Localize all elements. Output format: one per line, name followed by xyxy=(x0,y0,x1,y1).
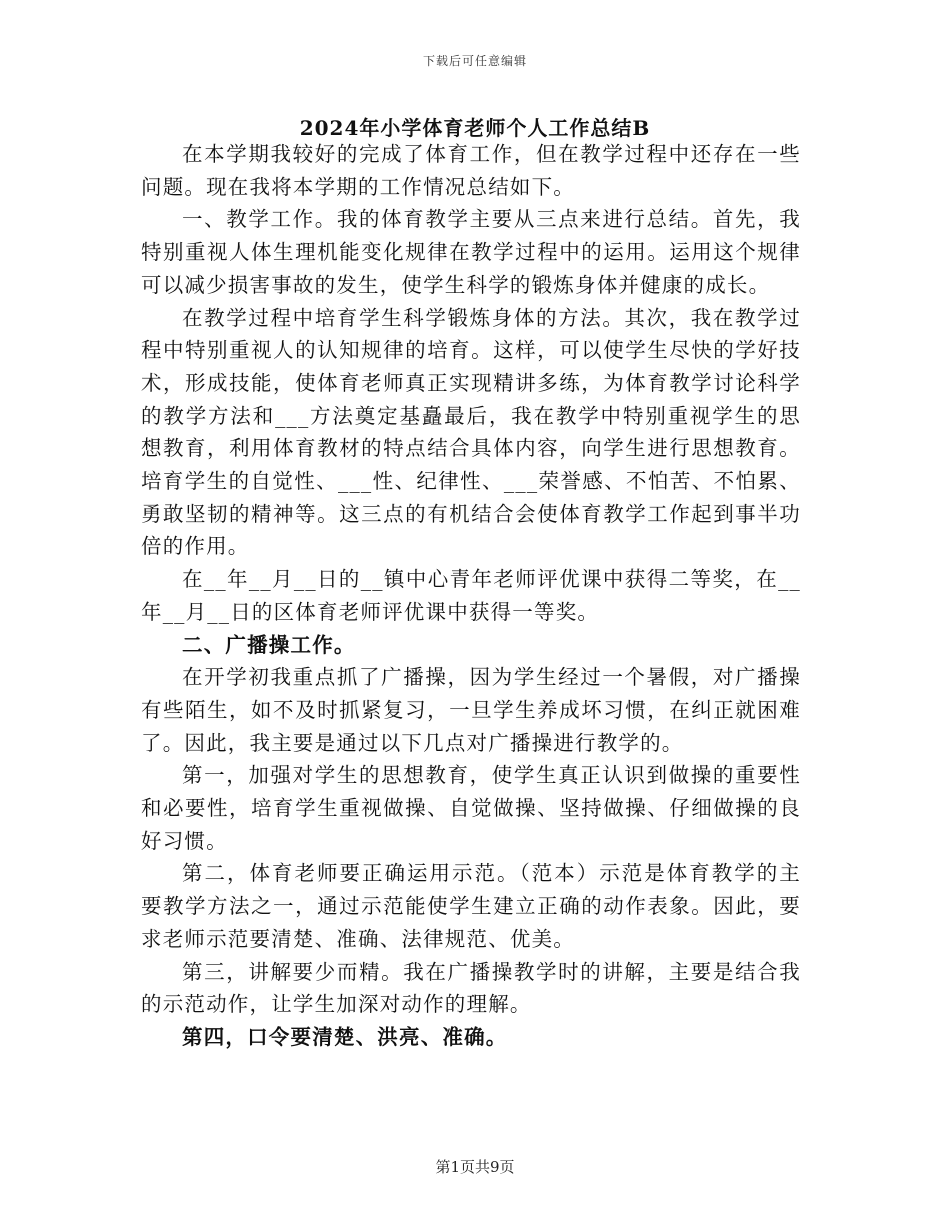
page-number-footer: 第1页共9页 xyxy=(435,1158,515,1176)
paragraph-broadcast-intro: 在开学初我重点抓了广播操，因为学生经过一个暑假，对广播操有些陌生，如不及时抓紧复习，一旦学生养成坏习惯，在纠正就困难了。因此，我主要是通过以下几点对广播操进行教学的。 xyxy=(141,665,801,755)
paragraph-point-four: 第四，口令要清楚、洪亮、准确。 xyxy=(182,1024,508,1049)
paragraph-point-one: 第一，加强对学生的思想教育，使学生真正认识到做操的重要性和必要性，培育学生重视做操、自觉做操、坚持做操、仔细做操的良好习惯。 xyxy=(141,763,801,853)
paragraph-point-three: 第三，讲解要少而精。我在广播操教学时的讲解，主要是结合我的示范动作，让学生加深对动作的理解。 xyxy=(141,959,801,1017)
document-title: 2024年小学体育老师个人工作总结B xyxy=(299,116,651,140)
paragraph-intro: 在本学期我较好的完成了体育工作，但在教学过程中还存在一些问题。现在我将本学期的工作情况总结如下。 xyxy=(141,142,801,199)
document-body xyxy=(141,138,801,1054)
paragraph-teaching-methods: 在教学过程中培育学生科学锻炼身体的方法。其次，我在教学过程中特别重视人的认知规律的培育。这样，可以使学生尽快的学好技术，形成技能，使体育老师真正实现精讲多练，为体育教学讨论科学的教学方法和___方法奠定基矗最后，我在教学中特别重视学生的思想教育，利用体育教材的特点结合具体内容，向学生进行思想教育。培育学生的自觉性、___性、纪律性、___荣誉感、不怕苦、不怕累、勇敢坚韧的精神等。这三点的有机结合会使体育教学工作起到事半功倍的作用。 xyxy=(141,305,801,559)
paragraph-teaching-work: 一、教学工作。我的体育教学主要从三点来进行总结。首先，我特别重视人体生理机能变化规律在教学过程中的运用。运用这个规律可以减少损害事故的发生，使学生科学的锻炼身体并健康的成长。 xyxy=(141,207,801,297)
page-header-note: 下载后可任意编辑 xyxy=(422,54,527,68)
paragraph-awards: 在__年__月__日的__镇中心青年老师评优课中获得二等奖，在__年__月__日的区体育老师评优课中获得一等奖。 xyxy=(141,567,801,624)
section-heading-broadcast-exercise: 二、广播操工作。 xyxy=(182,632,356,657)
paragraph-point-two: 第二，体育老师要正确运用示范。（范本）示范是体育教学的主要教学方法之一，通过示范能使学生建立正确的动作表象。因此，要求老师示范要清楚、准确、法律规范、优美。 xyxy=(141,861,801,951)
